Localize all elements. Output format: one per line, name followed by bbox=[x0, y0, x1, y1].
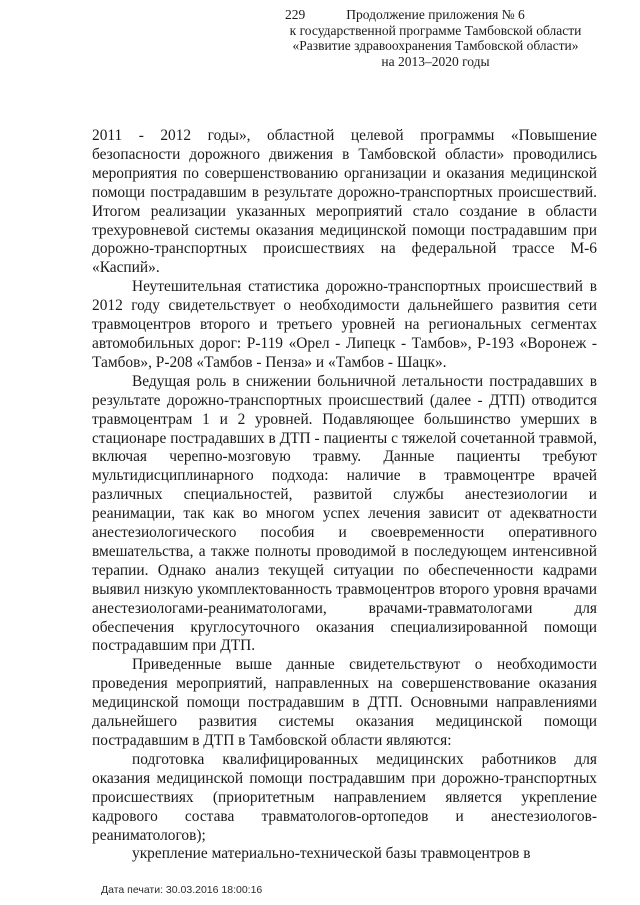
paragraph: Ведущая роль в снижении больничной летальности пострадавших в результате дорожно-транспортных происшествий (далее - ДТП) отводится травмоцентрам 1 и 2 уровней. Подавляющее большинство умерших в стационаре пострадавших в ДТП - пациенты с тяжелой сочетанной травмой, включая черепно-мозговую травму. Данные пациенты требуют мультидисциплинарного подхода: наличие в травмоцентре врачей различных специальностей, развитой службы анестезиологии и реанимации, так как во многом успех лечения зависит от адекватности анестезиологического пособия и своевременности оперативного вмешательства, а также полноты проводимой в последующем интенсивной терапии. Однако анализ текущей ситуации по обеспеченности кадрами выявил низкую укомплектованность травмоцентров второго уровня врачами анестезиологами-реаниматологами, врачами-травматологами для обеспечения круглосуточного оказания специализированной помощи пострадавшим при ДТП. bbox=[92, 372, 597, 655]
print-date: Дата печати: 30.03.2016 18:00:16 bbox=[101, 884, 263, 896]
list-item: подготовка квалифицированных медицинских работников для оказания медицинской помощи пострадавшим при дорожно-транспортных происшествиях (приоритетным направлением является укрепление кадрового состава травматологов-ортопедов и анестезиологов-реаниматологов); bbox=[92, 750, 597, 844]
appendix-header-line: «Развитие здравоохранения Тамбовской области» bbox=[292, 38, 579, 53]
appendix-header-line: на 2013–2020 годы bbox=[381, 53, 490, 69]
paragraph: Приведенные выше данные свидетельствуют о необходимости проведения мероприятий, направленных на совершенствование оказания медицинской помощи пострадавшим в ДТП. Основными направлениями дальнейшего развития системы оказания медицинской помощи пострадавшим в ДТП в Тамбовской области являются: bbox=[92, 656, 597, 749]
appendix-header-line: к государственной программе Тамбовской области bbox=[289, 22, 582, 38]
paragraph: Неутешительная статистика дорожно-транспортных происшествий в 2012 году свидетельствует о необходимости дальнейшего развития сети травмоцентров второго и третьего уровней на региональных сегментах автомобильных дорог: Р-119 «Орел - Липецк - Тамбов», Р-193 «Воронеж - Тамбов», Р-208 «Тамбов - Пенза» и «Тамбов - Шацк». bbox=[92, 278, 597, 371]
body-text bbox=[92, 127, 597, 864]
list-item: укрепление материально-технической базы травмоцентров в bbox=[132, 845, 531, 863]
paragraph: 2011 - 2012 годы», областной целевой программы «Повышение безопасности дорожного движения в Тамбовской области» проводились мероприятия по совершенствованию организации и оказания медицинской помощи пострадавшим в результате дорожно-транспортных происшествий. Итогом реализации указанных мероприятий стало создание в области трехуровневой системы оказания медицинской помощи пострадавшим при дорожно-транспортных происшествиях на федеральной трассе М-6 «Каспий». bbox=[92, 127, 597, 277]
appendix-header bbox=[268, 7, 603, 69]
page-number: 229 bbox=[285, 7, 306, 22]
appendix-header-line: Продолжение приложения № 6 bbox=[346, 7, 525, 22]
